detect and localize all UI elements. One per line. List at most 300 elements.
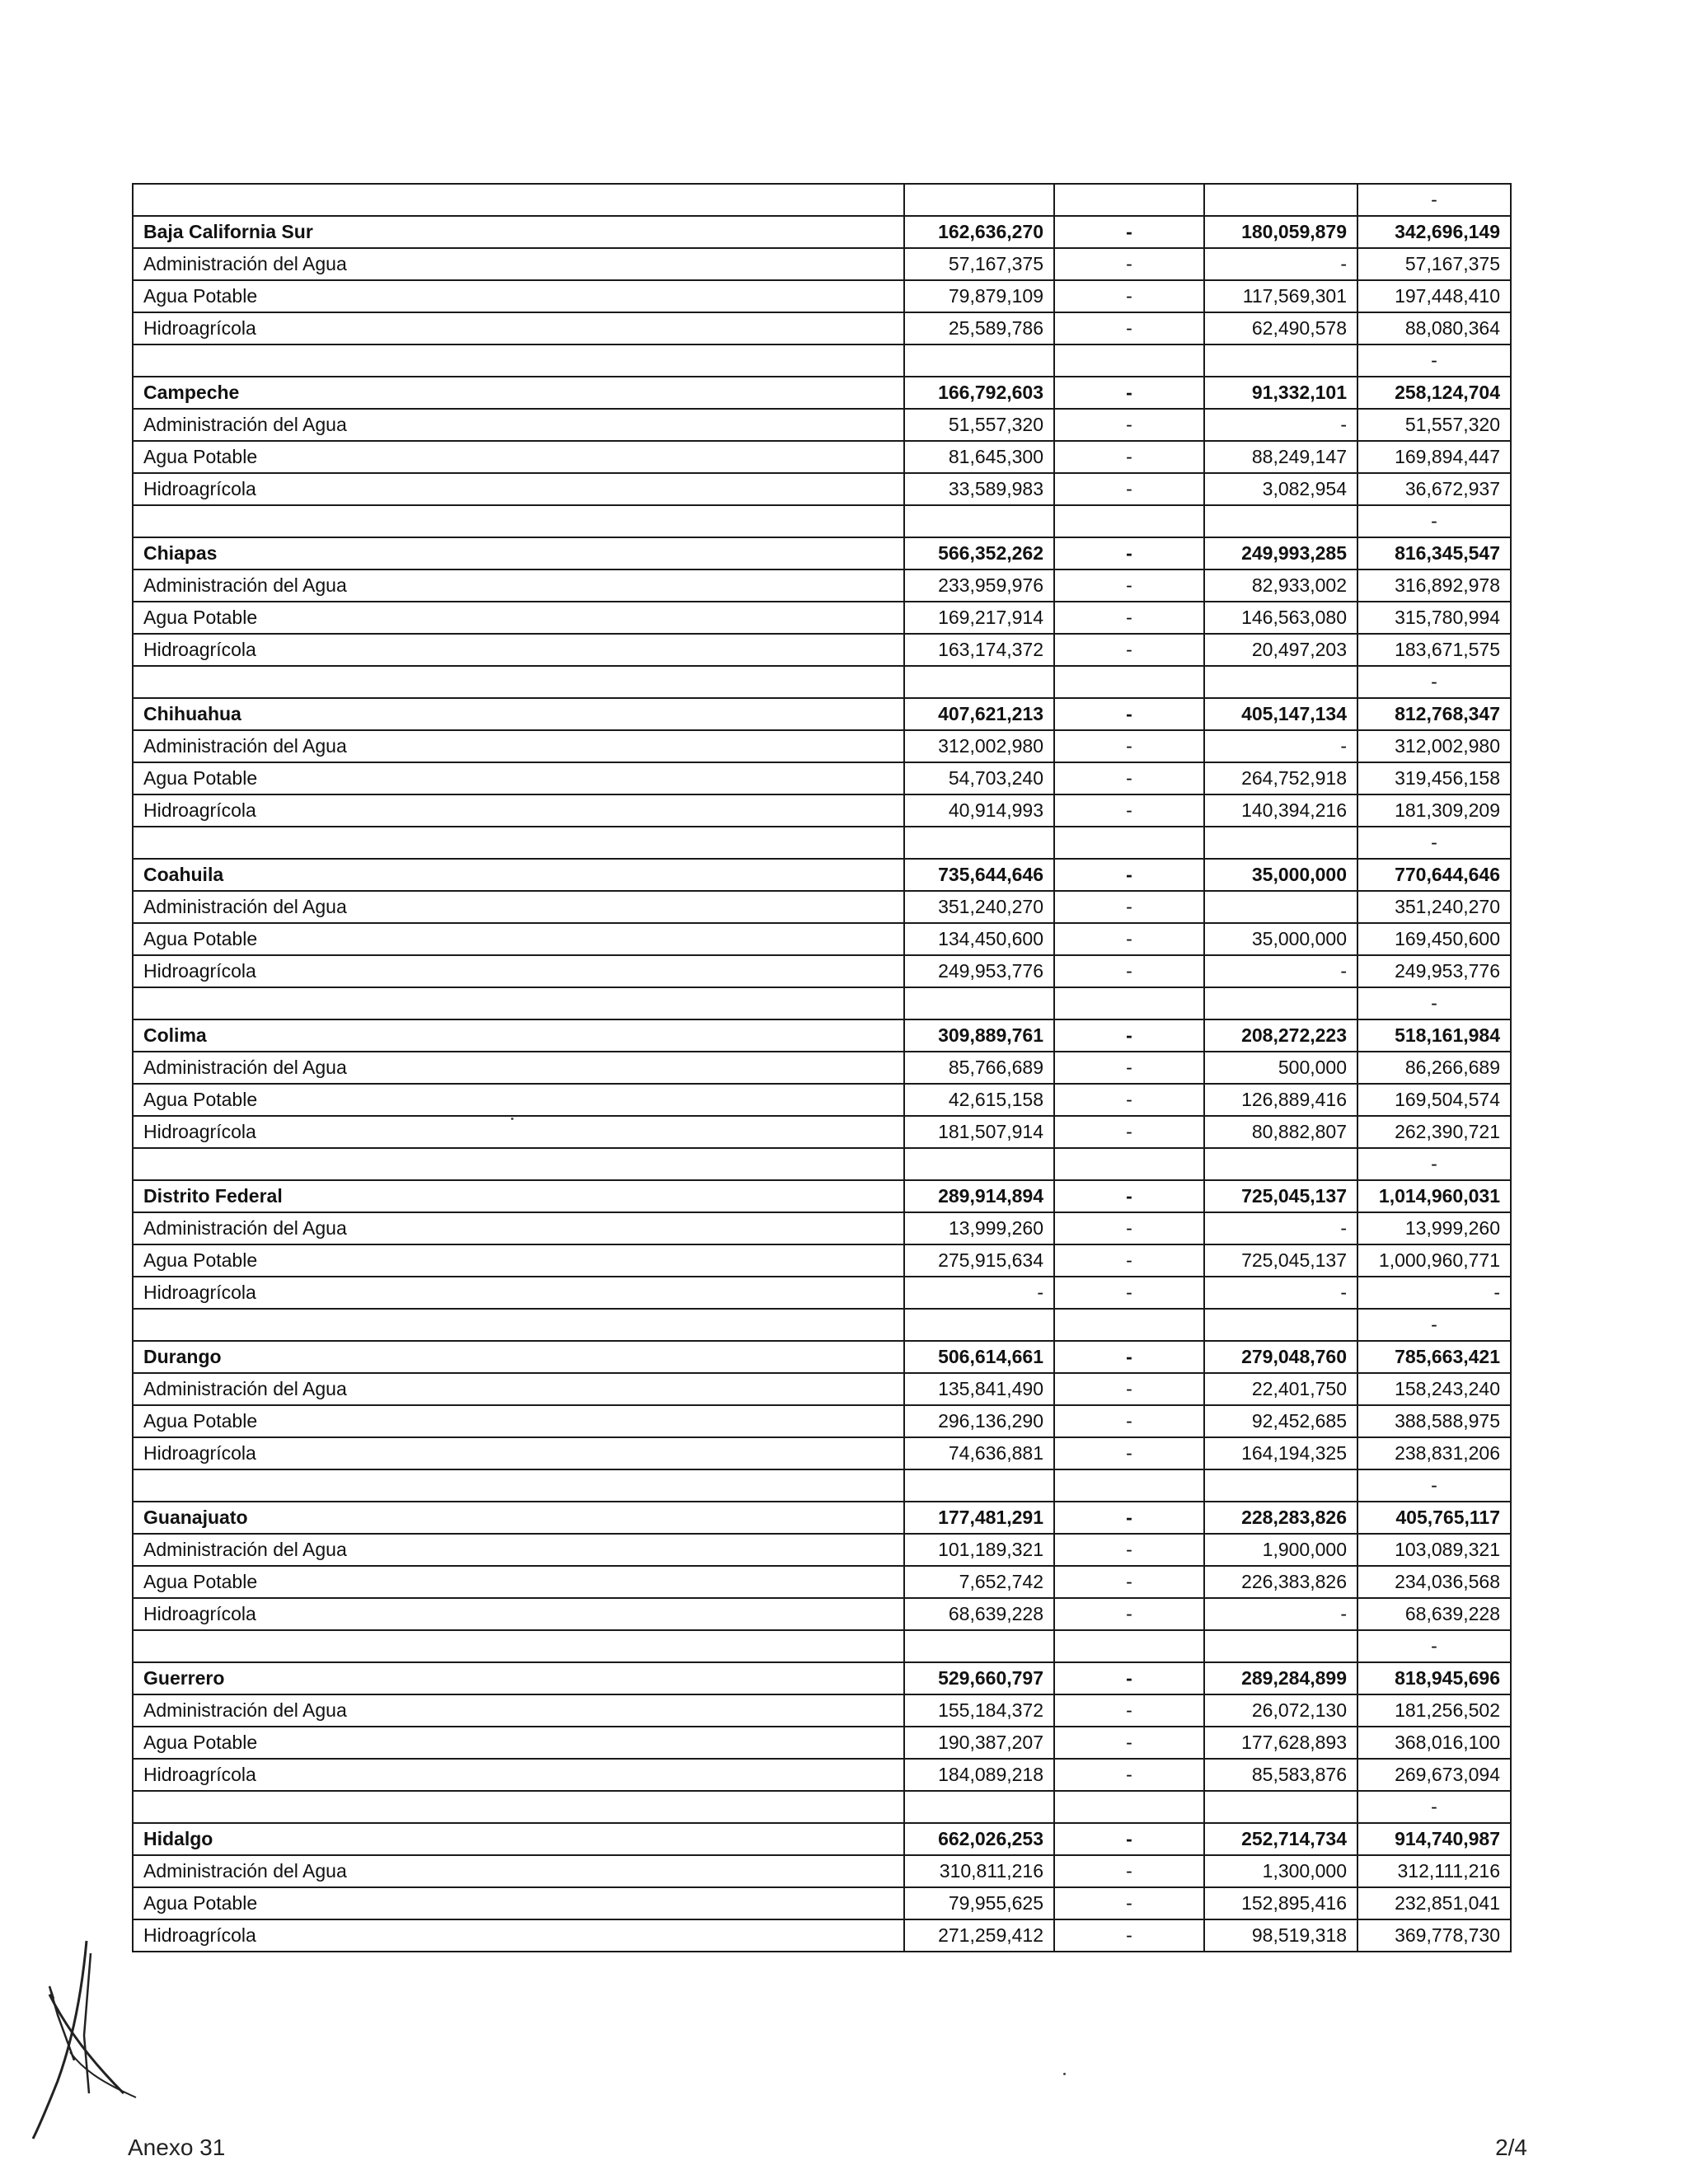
table-row — [133, 409, 1511, 441]
value-cell: 249,953,776 — [1357, 955, 1511, 987]
spacer-cell — [133, 1469, 904, 1502]
spacer-cell — [1054, 1309, 1204, 1341]
value-cell: - — [1054, 280, 1204, 312]
spacer-cell: - — [1357, 344, 1511, 377]
spacer-cell: - — [1357, 505, 1511, 537]
state-total-cell: 249,993,285 — [1204, 537, 1357, 569]
value-cell: 177,628,893 — [1204, 1727, 1357, 1759]
value-cell: 80,882,807 — [1204, 1116, 1357, 1148]
row-label: Hidroagrícola — [133, 955, 904, 987]
value-cell: - — [1054, 1277, 1204, 1309]
state-total-cell: 662,026,253 — [904, 1823, 1054, 1855]
spacer-row — [133, 344, 1511, 377]
spacer-row — [133, 666, 1511, 698]
value-cell: 269,673,094 — [1357, 1759, 1511, 1791]
value-cell: 42,615,158 — [904, 1084, 1054, 1116]
state-total-row — [133, 859, 1511, 891]
state-total-cell: 279,048,760 — [1204, 1341, 1357, 1373]
spacer-cell — [1054, 184, 1204, 216]
row-label: Agua Potable — [133, 280, 904, 312]
state-total-cell: 405,147,134 — [1204, 698, 1357, 730]
value-cell: 92,452,685 — [1204, 1405, 1357, 1437]
value-cell: 184,089,218 — [904, 1759, 1054, 1791]
table-row — [133, 762, 1511, 794]
value-cell: 126,889,416 — [1204, 1084, 1357, 1116]
spacer-cell — [133, 505, 904, 537]
value-cell: - — [1204, 248, 1357, 280]
value-cell: 315,780,994 — [1357, 602, 1511, 634]
state-total-cell: 785,663,421 — [1357, 1341, 1511, 1373]
row-label: Administración del Agua — [133, 1855, 904, 1887]
spacer-cell: - — [1357, 1630, 1511, 1662]
state-total-row — [133, 1502, 1511, 1534]
value-cell: - — [1054, 1212, 1204, 1244]
table-row — [133, 1887, 1511, 1919]
row-label: Hidroagrícola — [133, 1437, 904, 1469]
table-row — [133, 1277, 1511, 1309]
value-cell: 13,999,260 — [904, 1212, 1054, 1244]
state-total-cell: 289,284,899 — [1204, 1662, 1357, 1694]
value-cell: - — [1054, 1244, 1204, 1277]
page-number: 2/4 — [1495, 2135, 1527, 2160]
value-cell: 169,450,600 — [1357, 923, 1511, 955]
state-total-cell: - — [1054, 216, 1204, 248]
state-name: Distrito Federal — [133, 1180, 904, 1212]
value-cell: 117,569,301 — [1204, 280, 1357, 312]
spacer-cell — [1204, 344, 1357, 377]
state-total-cell: 91,332,101 — [1204, 377, 1357, 409]
spacer-cell: - — [1357, 1309, 1511, 1341]
value-cell: 79,955,625 — [904, 1887, 1054, 1919]
value-cell: - — [1054, 891, 1204, 923]
spacer-cell — [1054, 505, 1204, 537]
value-cell: - — [1054, 1534, 1204, 1566]
value-cell: 1,300,000 — [1204, 1855, 1357, 1887]
state-name: Hidalgo — [133, 1823, 904, 1855]
state-total-cell: - — [1054, 1341, 1204, 1373]
scan-speck — [511, 1118, 513, 1120]
spacer-cell — [1204, 505, 1357, 537]
value-cell: 20,497,203 — [1204, 634, 1357, 666]
value-cell: - — [1054, 1855, 1204, 1887]
spacer-row — [133, 827, 1511, 859]
state-total-cell: - — [1054, 1180, 1204, 1212]
row-label: Agua Potable — [133, 923, 904, 955]
spacer-row — [133, 1791, 1511, 1823]
state-total-cell: 252,714,734 — [1204, 1823, 1357, 1855]
value-cell: 164,194,325 — [1204, 1437, 1357, 1469]
row-label: Administración del Agua — [133, 730, 904, 762]
state-total-cell: 725,045,137 — [1204, 1180, 1357, 1212]
row-label: Hidroagrícola — [133, 312, 904, 344]
state-total-cell: 735,644,646 — [904, 859, 1054, 891]
state-name: Chihuahua — [133, 698, 904, 730]
value-cell: 79,879,109 — [904, 280, 1054, 312]
value-cell: 183,671,575 — [1357, 634, 1511, 666]
value-cell: 169,504,574 — [1357, 1084, 1511, 1116]
value-cell: - — [1054, 312, 1204, 344]
spacer-cell — [1054, 827, 1204, 859]
state-total-cell: - — [1054, 1823, 1204, 1855]
value-cell: 62,490,578 — [1204, 312, 1357, 344]
value-cell: 351,240,270 — [904, 891, 1054, 923]
value-cell: 226,383,826 — [1204, 1566, 1357, 1598]
spacer-cell — [904, 505, 1054, 537]
state-total-cell: 258,124,704 — [1357, 377, 1511, 409]
value-cell: 51,557,320 — [1357, 409, 1511, 441]
value-cell: 351,240,270 — [1357, 891, 1511, 923]
spacer-cell — [133, 1148, 904, 1180]
spacer-cell: - — [1357, 1791, 1511, 1823]
spacer-cell — [1204, 1148, 1357, 1180]
value-cell: 35,000,000 — [1204, 923, 1357, 955]
spacer-cell — [1054, 1148, 1204, 1180]
state-total-cell: 166,792,603 — [904, 377, 1054, 409]
row-label: Administración del Agua — [133, 409, 904, 441]
value-cell: 3,082,954 — [1204, 473, 1357, 505]
budget-table-body — [133, 184, 1511, 1952]
value-cell: - — [1054, 1116, 1204, 1148]
table-row — [133, 602, 1511, 634]
spacer-cell — [133, 987, 904, 1019]
spacer-cell — [1054, 344, 1204, 377]
table-row — [133, 1084, 1511, 1116]
value-cell: 155,184,372 — [904, 1694, 1054, 1727]
value-cell: 368,016,100 — [1357, 1727, 1511, 1759]
value-cell: 312,111,216 — [1357, 1855, 1511, 1887]
value-cell: - — [1054, 1919, 1204, 1952]
table-row — [133, 1759, 1511, 1791]
table-row — [133, 473, 1511, 505]
table-row — [133, 1116, 1511, 1148]
state-total-cell: 177,481,291 — [904, 1502, 1054, 1534]
spacer-cell — [1054, 1630, 1204, 1662]
value-cell: 7,652,742 — [904, 1566, 1054, 1598]
value-cell: 169,894,447 — [1357, 441, 1511, 473]
state-total-cell: 407,621,213 — [904, 698, 1054, 730]
table-row — [133, 1534, 1511, 1566]
state-total-cell: 529,660,797 — [904, 1662, 1054, 1694]
spacer-cell — [133, 1630, 904, 1662]
value-cell: 232,851,041 — [1357, 1887, 1511, 1919]
value-cell: 140,394,216 — [1204, 794, 1357, 827]
row-label: Administración del Agua — [133, 1212, 904, 1244]
spacer-cell — [1204, 1469, 1357, 1502]
value-cell: 1,000,960,771 — [1357, 1244, 1511, 1277]
value-cell: 22,401,750 — [1204, 1373, 1357, 1405]
value-cell: - — [1054, 1437, 1204, 1469]
state-total-cell: 770,644,646 — [1357, 859, 1511, 891]
state-total-cell: 405,765,117 — [1357, 1502, 1511, 1534]
spacer-cell — [1204, 827, 1357, 859]
spacer-cell — [904, 1469, 1054, 1502]
row-label: Hidroagrícola — [133, 1277, 904, 1309]
value-cell: 163,174,372 — [904, 634, 1054, 666]
spacer-row — [133, 505, 1511, 537]
value-cell: 264,752,918 — [1204, 762, 1357, 794]
state-total-cell: 914,740,987 — [1357, 1823, 1511, 1855]
row-label: Hidroagrícola — [133, 794, 904, 827]
row-label: Agua Potable — [133, 1566, 904, 1598]
state-name: Durango — [133, 1341, 904, 1373]
value-cell: 234,036,568 — [1357, 1566, 1511, 1598]
spacer-row — [133, 184, 1511, 216]
value-cell: - — [1204, 1598, 1357, 1630]
state-name: Guanajuato — [133, 1502, 904, 1534]
value-cell: - — [1054, 409, 1204, 441]
value-cell: - — [1054, 923, 1204, 955]
state-total-cell: 566,352,262 — [904, 537, 1054, 569]
value-cell: 181,309,209 — [1357, 794, 1511, 827]
value-cell: - — [1054, 248, 1204, 280]
row-label: Hidroagrícola — [133, 1919, 904, 1952]
value-cell: - — [1054, 1052, 1204, 1084]
spacer-cell — [904, 1791, 1054, 1823]
value-cell: 262,390,721 — [1357, 1116, 1511, 1148]
value-cell: 238,831,206 — [1357, 1437, 1511, 1469]
state-total-cell: 1,014,960,031 — [1357, 1180, 1511, 1212]
row-label: Hidroagrícola — [133, 1759, 904, 1791]
value-cell: 13,999,260 — [1357, 1212, 1511, 1244]
value-cell: - — [1204, 955, 1357, 987]
value-cell: 369,778,730 — [1357, 1919, 1511, 1952]
state-total-cell: - — [1054, 1019, 1204, 1052]
state-total-row — [133, 1662, 1511, 1694]
row-label: Agua Potable — [133, 441, 904, 473]
spacer-cell — [1204, 666, 1357, 698]
value-cell: 134,450,600 — [904, 923, 1054, 955]
spacer-cell — [1204, 1791, 1357, 1823]
value-cell: - — [1054, 569, 1204, 602]
spacer-cell — [133, 344, 904, 377]
value-cell: - — [1054, 634, 1204, 666]
spacer-row — [133, 987, 1511, 1019]
state-total-cell: 812,768,347 — [1357, 698, 1511, 730]
state-total-cell: 506,614,661 — [904, 1341, 1054, 1373]
spacer-cell — [133, 1791, 904, 1823]
table-row — [133, 955, 1511, 987]
state-total-cell: 342,696,149 — [1357, 216, 1511, 248]
value-cell: 82,933,002 — [1204, 569, 1357, 602]
spacer-cell — [1204, 1309, 1357, 1341]
table-row — [133, 794, 1511, 827]
handwritten-signature — [25, 1937, 148, 2143]
state-total-cell: 309,889,761 — [904, 1019, 1054, 1052]
spacer-cell — [904, 184, 1054, 216]
state-total-row — [133, 216, 1511, 248]
table-row — [133, 441, 1511, 473]
table-row — [133, 1566, 1511, 1598]
row-label: Agua Potable — [133, 1244, 904, 1277]
value-cell: - — [1054, 1566, 1204, 1598]
row-label: Administración del Agua — [133, 1694, 904, 1727]
value-cell: 158,243,240 — [1357, 1373, 1511, 1405]
value-cell: 101,189,321 — [904, 1534, 1054, 1566]
spacer-cell — [1204, 987, 1357, 1019]
table-row — [133, 280, 1511, 312]
table-row — [133, 634, 1511, 666]
value-cell: 233,959,976 — [904, 569, 1054, 602]
table-row — [133, 891, 1511, 923]
table-row — [133, 1598, 1511, 1630]
state-total-row — [133, 377, 1511, 409]
value-cell: 181,507,914 — [904, 1116, 1054, 1148]
value-cell: 57,167,375 — [904, 248, 1054, 280]
value-cell: - — [1054, 730, 1204, 762]
spacer-cell: - — [1357, 827, 1511, 859]
value-cell: 725,045,137 — [1204, 1244, 1357, 1277]
value-cell: - — [1054, 1084, 1204, 1116]
value-cell: 74,636,881 — [904, 1437, 1054, 1469]
value-cell: 319,456,158 — [1357, 762, 1511, 794]
table-row — [133, 1244, 1511, 1277]
spacer-cell — [1204, 184, 1357, 216]
row-label: Administración del Agua — [133, 569, 904, 602]
state-total-cell: 162,636,270 — [904, 216, 1054, 248]
state-total-cell: - — [1054, 1662, 1204, 1694]
row-label: Administración del Agua — [133, 1373, 904, 1405]
table-row — [133, 312, 1511, 344]
value-cell: 68,639,228 — [904, 1598, 1054, 1630]
value-cell: - — [1204, 730, 1357, 762]
budget-table — [132, 183, 1512, 1952]
table-row — [133, 1437, 1511, 1469]
value-cell: - — [1357, 1277, 1511, 1309]
state-total-cell: - — [1054, 1502, 1204, 1534]
state-total-cell: - — [1054, 698, 1204, 730]
scan-speck — [1063, 2073, 1066, 2075]
state-total-row — [133, 537, 1511, 569]
spacer-cell — [904, 1309, 1054, 1341]
value-cell: 181,256,502 — [1357, 1694, 1511, 1727]
state-name: Campeche — [133, 377, 904, 409]
table-row — [133, 1373, 1511, 1405]
value-cell: - — [1054, 1727, 1204, 1759]
spacer-cell — [133, 184, 904, 216]
value-cell: 33,589,983 — [904, 473, 1054, 505]
row-label: Agua Potable — [133, 1405, 904, 1437]
table-row — [133, 1694, 1511, 1727]
row-label: Hidroagrícola — [133, 634, 904, 666]
value-cell: - — [1054, 1405, 1204, 1437]
value-cell: - — [1054, 794, 1204, 827]
value-cell: - — [1204, 409, 1357, 441]
state-name: Guerrero — [133, 1662, 904, 1694]
spacer-cell — [1054, 1469, 1204, 1502]
value-cell: 25,589,786 — [904, 312, 1054, 344]
row-label: Agua Potable — [133, 602, 904, 634]
spacer-cell — [904, 666, 1054, 698]
state-total-cell: - — [1054, 859, 1204, 891]
spacer-cell: - — [1357, 1469, 1511, 1502]
spacer-cell — [133, 1309, 904, 1341]
value-cell: 103,089,321 — [1357, 1534, 1511, 1566]
spacer-cell: - — [1357, 987, 1511, 1019]
state-total-cell: 818,945,696 — [1357, 1662, 1511, 1694]
spacer-cell — [1204, 1630, 1357, 1662]
spacer-cell — [904, 344, 1054, 377]
spacer-cell: - — [1357, 666, 1511, 698]
table-row — [133, 730, 1511, 762]
spacer-cell — [1054, 987, 1204, 1019]
table-row — [133, 1212, 1511, 1244]
value-cell: 275,915,634 — [904, 1244, 1054, 1277]
state-name: Chiapas — [133, 537, 904, 569]
state-name: Baja California Sur — [133, 216, 904, 248]
spacer-row — [133, 1148, 1511, 1180]
table-row — [133, 1727, 1511, 1759]
spacer-cell: - — [1357, 1148, 1511, 1180]
state-total-cell: 289,914,894 — [904, 1180, 1054, 1212]
state-total-row — [133, 1823, 1511, 1855]
value-cell: - — [1204, 1277, 1357, 1309]
value-cell: 88,080,364 — [1357, 312, 1511, 344]
spacer-row — [133, 1469, 1511, 1502]
row-label: Hidroagrícola — [133, 1116, 904, 1148]
spacer-cell: - — [1357, 184, 1511, 216]
value-cell: - — [1054, 1759, 1204, 1791]
value-cell: 88,249,147 — [1204, 441, 1357, 473]
row-label: Agua Potable — [133, 1727, 904, 1759]
row-label: Agua Potable — [133, 1887, 904, 1919]
state-name: Coahuila — [133, 859, 904, 891]
state-total-cell: 35,000,000 — [1204, 859, 1357, 891]
value-cell: 86,266,689 — [1357, 1052, 1511, 1084]
value-cell: - — [1054, 1598, 1204, 1630]
value-cell: 271,259,412 — [904, 1919, 1054, 1952]
value-cell: 57,167,375 — [1357, 248, 1511, 280]
row-label: Administración del Agua — [133, 1052, 904, 1084]
spacer-cell — [1054, 666, 1204, 698]
value-cell: 26,072,130 — [1204, 1694, 1357, 1727]
value-cell: - — [1054, 441, 1204, 473]
spacer-cell — [133, 827, 904, 859]
state-total-cell: 208,272,223 — [1204, 1019, 1357, 1052]
value-cell: - — [1054, 602, 1204, 634]
state-total-cell: - — [1054, 537, 1204, 569]
value-cell: 316,892,978 — [1357, 569, 1511, 602]
table-row — [133, 923, 1511, 955]
value-cell: 388,588,975 — [1357, 1405, 1511, 1437]
state-total-row — [133, 698, 1511, 730]
state-total-row — [133, 1341, 1511, 1373]
value-cell: 169,217,914 — [904, 602, 1054, 634]
value-cell: - — [1054, 473, 1204, 505]
state-total-cell: 180,059,879 — [1204, 216, 1357, 248]
spacer-cell — [904, 1148, 1054, 1180]
value-cell: 85,583,876 — [1204, 1759, 1357, 1791]
value-cell: 312,002,980 — [1357, 730, 1511, 762]
state-total-cell: 518,161,984 — [1357, 1019, 1511, 1052]
spacer-cell — [904, 827, 1054, 859]
spacer-cell — [133, 666, 904, 698]
row-label: Administración del Agua — [133, 891, 904, 923]
value-cell: 85,766,689 — [904, 1052, 1054, 1084]
value-cell: 40,914,993 — [904, 794, 1054, 827]
row-label: Administración del Agua — [133, 248, 904, 280]
state-total-row — [133, 1180, 1511, 1212]
value-cell: 81,645,300 — [904, 441, 1054, 473]
value-cell: 249,953,776 — [904, 955, 1054, 987]
spacer-cell — [1054, 1791, 1204, 1823]
value-cell: - — [1054, 762, 1204, 794]
value-cell: - — [1054, 955, 1204, 987]
value-cell: - — [1054, 1373, 1204, 1405]
row-label: Agua Potable — [133, 762, 904, 794]
spacer-cell — [904, 1630, 1054, 1662]
value-cell: 146,563,080 — [1204, 602, 1357, 634]
table-row — [133, 1855, 1511, 1887]
